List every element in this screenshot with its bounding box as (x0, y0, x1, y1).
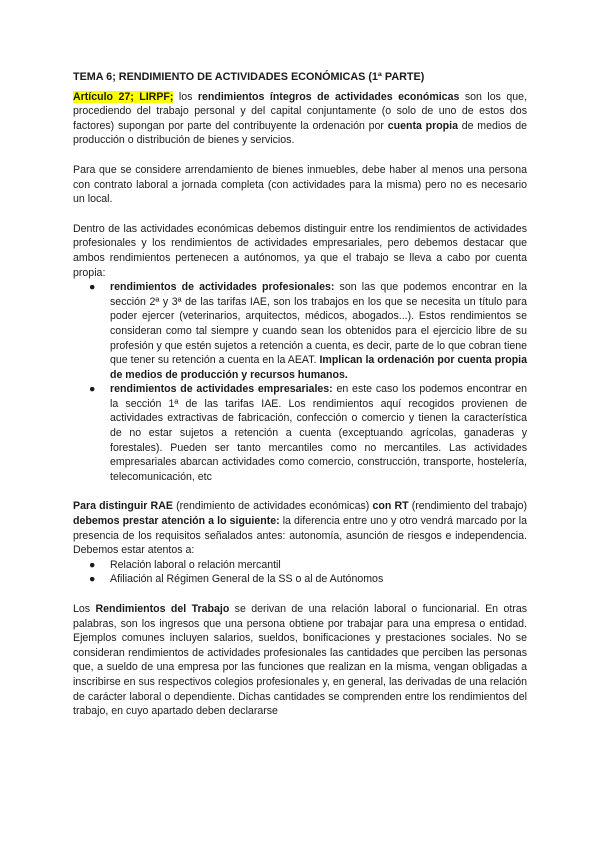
text-run: los (173, 90, 198, 103)
bold-run: cuenta propia (387, 119, 458, 132)
bold-run: Rendimientos del Trabajo (95, 603, 230, 615)
bold-run: con RT (372, 500, 409, 513)
list-item (73, 382, 527, 484)
list-item (73, 572, 527, 587)
list-atencion (73, 558, 527, 587)
text-run: Los (73, 603, 96, 615)
bullet-icon: ● (89, 573, 96, 586)
bold-run: rendimientos de actividades profesionales: (110, 281, 335, 294)
bold-run: Implican la ordenación por cuenta propia de medios de producción y recursos humanos. (110, 354, 527, 381)
text-run: (rendimiento del trabajo) (408, 500, 527, 513)
list-rendimientos (73, 280, 527, 484)
text-run: son los que, procediendo del trabajo personal y del capital conjuntamente (o solo de uno de estos dos factores) supongan por parte del contribuyente la ordenación por (73, 90, 528, 132)
bullet-icon: ● (89, 383, 96, 396)
text-run: en este caso los podemos encontrar en la sección 1ª de las tarifas IAE. Los rendimientos aquí recogidos provienen de actividades extractivas de fabricación, confección o comercio y tienen la característica de no estar sujetos a retención a cuenta (exceptuando agrícolas, ganaderas y forestales). Pueden ser tanto mercantiles como no mercantiles. Las actividades empresariales abarcan actividades como comercio, construcción, transporte, hostelería, telecomunicación, etc (110, 383, 527, 483)
text-run: Afiliación al Régimen General de la SS o al de Autónomos (110, 573, 384, 586)
bold-run: rendimientos íntegros de actividades económicas (197, 90, 460, 103)
paragraph-article-27 (73, 90, 527, 148)
text-run: Relación laboral o relación mercantil (110, 558, 281, 571)
text-run: la diferencia entre uno y otro vendrá marcado por la presencia de los requisitos señalados antes: autonomía, asunción de riesgos e independencia. Debemos estar atentos a: (73, 515, 527, 557)
bold-run: Para distinguir RAE (73, 500, 173, 513)
paragraph-distinguir (73, 499, 527, 557)
text-run: son las que podemos encontrar en la sección 2ª y 3ª de las tarifas IAE, son los trabajos en los que se necesita un título para poder ejercer (veterinarios, arquitectos, médicos, abogados...). Estos rendimientos se consideran como tal siempre y cuando sean los obtenidos para el ejercicio libre de su profesión y que estén sujetos a retención a cuenta, es decir, parte de lo que cobran tiene que tener su retención a cuenta en la AEAT. (110, 281, 528, 367)
bullet-icon: ● (89, 281, 96, 294)
list-item (73, 558, 527, 573)
text-run: se derivan de una relación laboral o funcionarial. En otras palabras, son los ingresos que una persona obtiene por trabajar para una empresa o entidad. Ejemplos comunes incluyen salarios, sueldos, bonificaciones y prestaciones sociales. No se consideran rendimientos de actividades profesionales las cantidades que perciben las personas que, a sueldo de una empresa por las funciones que realizan en la misma, vengan obligadas a inscribirse en sus respectivos colegios profesionales y, en general, las derivadas de una relación de carácter laboral o dependiente. Dichas cantidades se comprenden entre los rendimientos del trabajo, en cuyo apartado deben declararse (73, 603, 528, 718)
paragraph-actividades: Dentro de las actividades económicas debemos distinguir entre los rendimientos de actividades profesionales y los rendimientos de actividades empresariales, pero debemos destacar que ambos rendimientos pertenecen a autónomos, ya que el trabajo se lleva a cabo por cuenta propia: (73, 222, 527, 279)
document-page (73, 70, 527, 719)
bold-run: rendimientos de actividades empresariales: (110, 383, 333, 396)
text-run: (rendimiento de actividades económicas) (172, 500, 373, 513)
document-title: TEMA 6; RENDIMIENTO DE ACTIVIDADES ECONÓMICAS (1ª PARTE) (73, 71, 425, 83)
bullet-icon: ● (89, 558, 96, 571)
paragraph-arrendamiento: Para que se considere arrendamiento de bienes inmuebles, debe haber al menos una persona con contrato laboral a jornada completa (con actividades para la misma) pero no es necesario un local. (73, 163, 527, 206)
text-run: de medios de producción o distribución de bienes y servicios. (73, 119, 527, 147)
paragraph-rendimientos-trabajo (73, 602, 527, 719)
bold-run: debemos prestar atención a lo siguiente: (73, 515, 280, 528)
article-highlight: Artículo 27; LIRPF; (73, 90, 174, 103)
list-item (73, 280, 527, 382)
